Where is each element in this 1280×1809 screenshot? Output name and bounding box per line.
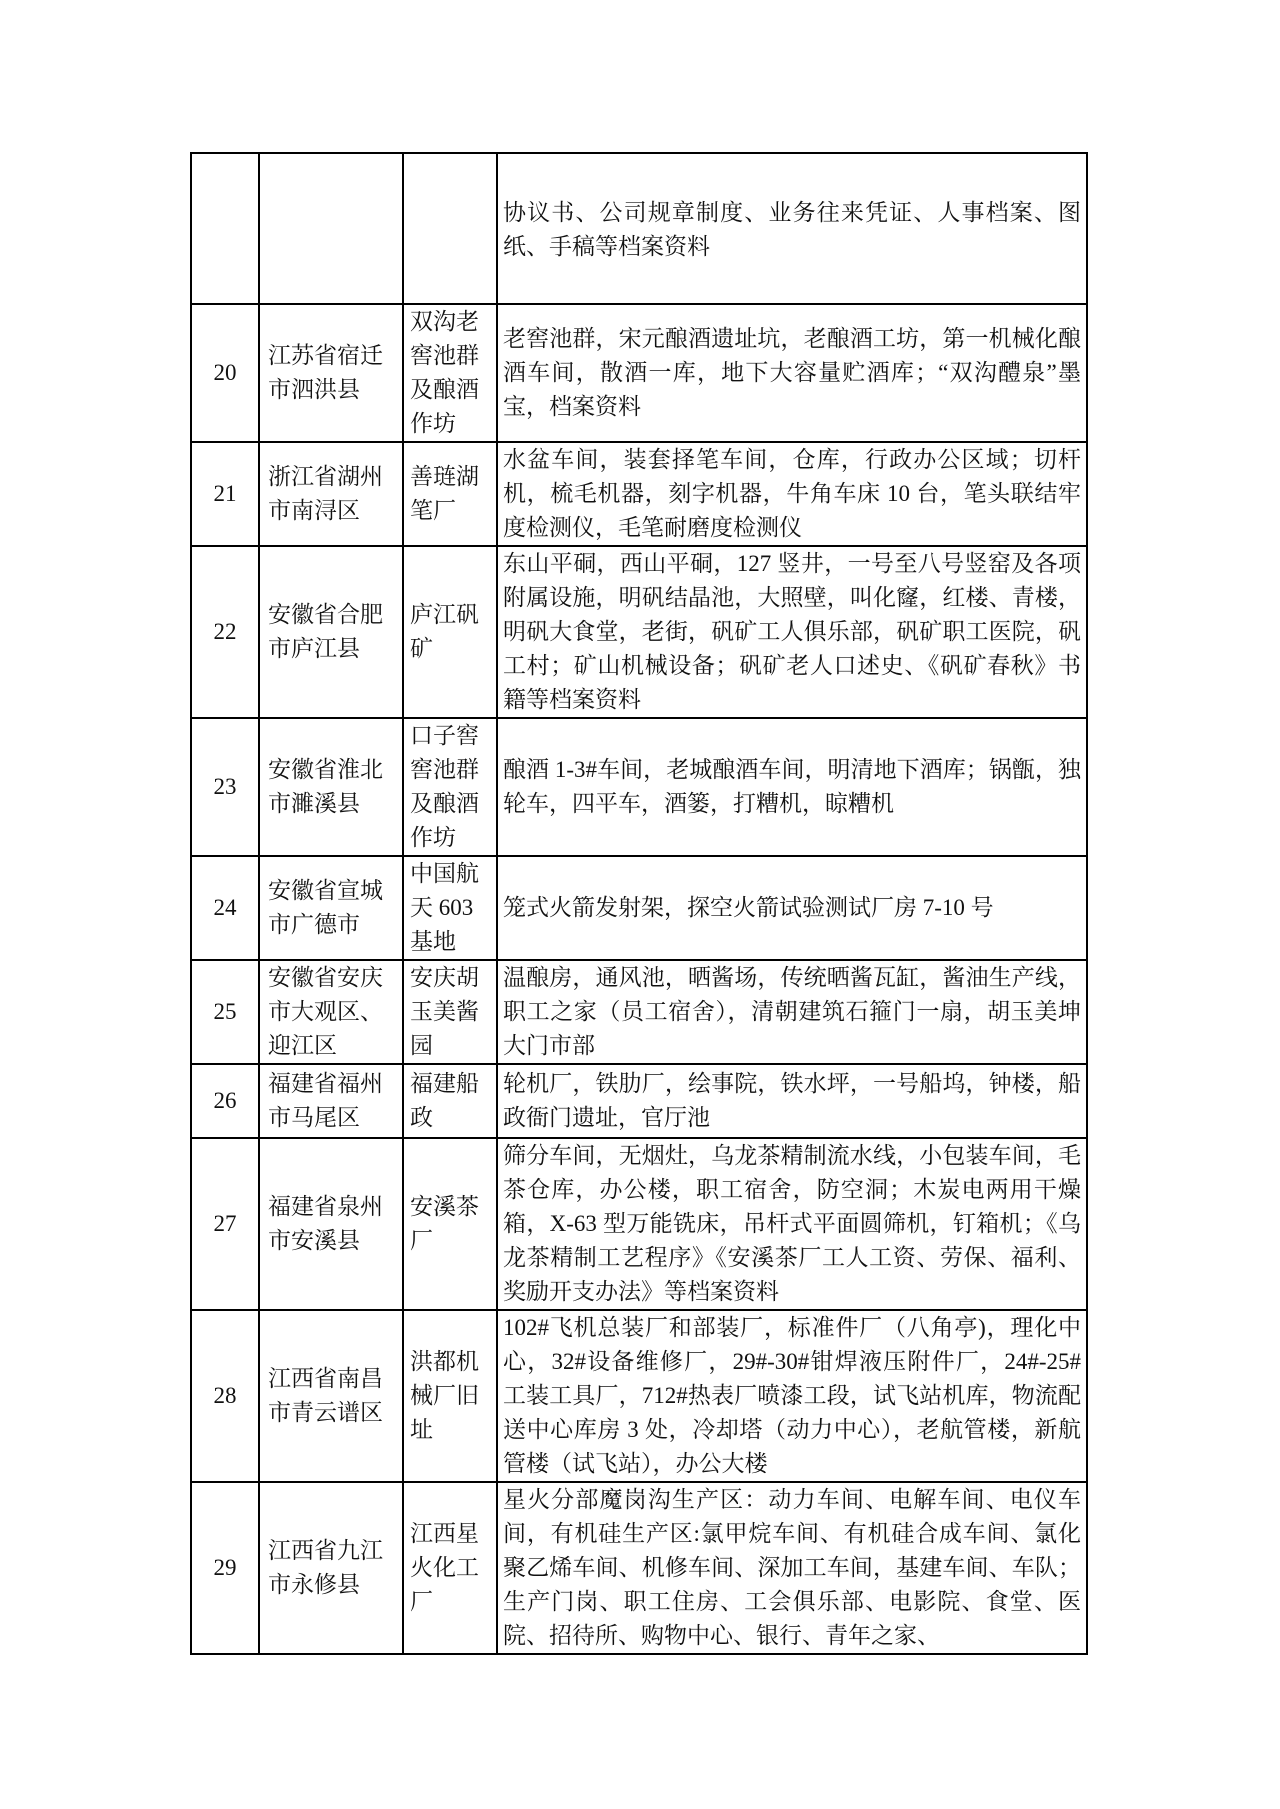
row-number-cell: 29 <box>191 1482 259 1654</box>
description-cell: 轮机厂，铁肋厂，绘事院，铁水坪，一号船坞，钟楼，船政衙门遗址，官厅池 <box>497 1064 1087 1138</box>
table-row <box>191 442 1087 546</box>
location-cell: 福建省泉州市安溪县 <box>259 1138 403 1310</box>
location-cell: 江西省九江市永修县 <box>259 1482 403 1654</box>
location-cell: 江苏省宿迁市泗洪县 <box>259 304 403 442</box>
location-cell: 安徽省宣城市广德市 <box>259 856 403 960</box>
description-cell: 温酿房，通风池，晒酱场，传统晒酱瓦缸，酱油生产线，职工之家（员工宿舍），清朝建筑石箍门一扇，胡玉美坤大门市部 <box>497 960 1087 1064</box>
site-name-cell: 安溪茶厂 <box>403 1138 497 1310</box>
table-row <box>191 960 1087 1064</box>
description-cell: 协议书、公司规章制度、业务往来凭证、人事档案、图纸、手稿等档案资料 <box>497 153 1087 304</box>
site-name-cell: 安庆胡玉美酱园 <box>403 960 497 1064</box>
site-name-cell: 福建船政 <box>403 1064 497 1138</box>
site-name-cell: 洪都机械厂旧址 <box>403 1310 497 1482</box>
table-row <box>191 718 1087 856</box>
location-cell: 安徽省安庆市大观区、迎江区 <box>259 960 403 1064</box>
description-cell: 笼式火箭发射架，探空火箭试验测试厂房 7-10 号 <box>497 856 1087 960</box>
row-number-cell: 23 <box>191 718 259 856</box>
site-name-cell: 江西星火化工厂 <box>403 1482 497 1654</box>
table-row <box>191 304 1087 442</box>
table-row <box>191 1310 1087 1482</box>
description-cell: 老窖池群，宋元酿酒遗址坑，老酿酒工坊，第一机械化酿酒车间，散酒一库，地下大容量贮酒库；“双沟醴泉”墨宝，档案资料 <box>497 304 1087 442</box>
table-row <box>191 1064 1087 1138</box>
description-cell: 筛分车间，无烟灶，乌龙茶精制流水线，小包装车间，毛茶仓库，办公楼，职工宿舍，防空洞；木炭电两用干燥箱，X-63 型万能铣床，吊杆式平面圆筛机，钉箱机；《乌龙茶精制工艺程序》《安溪茶厂工人工资、劳保、福利、奖励开支办法》等档案资料 <box>497 1138 1087 1310</box>
row-number-cell: 24 <box>191 856 259 960</box>
row-number-cell: 25 <box>191 960 259 1064</box>
site-name-cell: 善琏湖笔厂 <box>403 442 497 546</box>
location-cell: 安徽省合肥市庐江县 <box>259 546 403 718</box>
table-row <box>191 1482 1087 1654</box>
location-cell: 江西省南昌市青云谱区 <box>259 1310 403 1482</box>
location-cell: 浙江省湖州市南浔区 <box>259 442 403 546</box>
heritage-sites-table <box>190 152 1088 1655</box>
site-name-cell: 中国航天 603 基地 <box>403 856 497 960</box>
row-number-cell: 21 <box>191 442 259 546</box>
site-name-cell: 双沟老窖池群及酿酒作坊 <box>403 304 497 442</box>
site-name-cell <box>403 153 497 304</box>
row-number-cell: 20 <box>191 304 259 442</box>
row-number-cell <box>191 153 259 304</box>
row-number-cell: 28 <box>191 1310 259 1482</box>
table-row <box>191 546 1087 718</box>
location-cell: 福建省福州市马尾区 <box>259 1064 403 1138</box>
description-cell: 102#飞机总装厂和部装厂，标准件厂（八角亭)，理化中心，32#设备维修厂，29#-30#钳焊液压附件厂，24#-25#工装工具厂，712#热表厂喷漆工段，试飞站机库，物流配送中心库房 3 处，冷却塔（动力中心），老航管楼，新航管楼（试飞站），办公大楼 <box>497 1310 1087 1482</box>
description-cell: 水盆车间，装套择笔车间，仓库，行政办公区域；切杆机，梳毛机器，刻字机器，牛角车床 10 台，笔头联结牢度检测仪，毛笔耐磨度检测仪 <box>497 442 1087 546</box>
table-row <box>191 153 1087 304</box>
description-cell: 东山平硐，西山平硐，127 竖井，一号至八号竖窑及各项附属设施，明矾结晶池，大照壁，叫化窿，红楼、青楼，明矾大食堂，老街，矾矿工人俱乐部，矾矿职工医院，矾工村；矿山机械设备；矾矿老人口述史、《矾矿春秋》书籍等档案资料 <box>497 546 1087 718</box>
location-cell <box>259 153 403 304</box>
row-number-cell: 27 <box>191 1138 259 1310</box>
description-cell: 星火分部魔岗沟生产区：动力车间、电解车间、电仪车间，有机硅生产区:氯甲烷车间、有机硅合成车间、氯化聚乙烯车间、机修车间、深加工车间，基建车间、车队；生产门岗、职工住房、工会俱乐部、电影院、食堂、医院、招待所、购物中心、银行、青年之家、 <box>497 1482 1087 1654</box>
description-cell: 酿酒 1-3#车间，老城酿酒车间，明清地下酒库；锅甑，独轮车，四平车，酒篓，打糟机，晾糟机 <box>497 718 1087 856</box>
location-cell: 安徽省淮北市濉溪县 <box>259 718 403 856</box>
site-name-cell: 口子窖窖池群及酿酒作坊 <box>403 718 497 856</box>
row-number-cell: 22 <box>191 546 259 718</box>
row-number-cell: 26 <box>191 1064 259 1138</box>
site-name-cell: 庐江矾矿 <box>403 546 497 718</box>
table-row <box>191 1138 1087 1310</box>
table-row <box>191 856 1087 960</box>
